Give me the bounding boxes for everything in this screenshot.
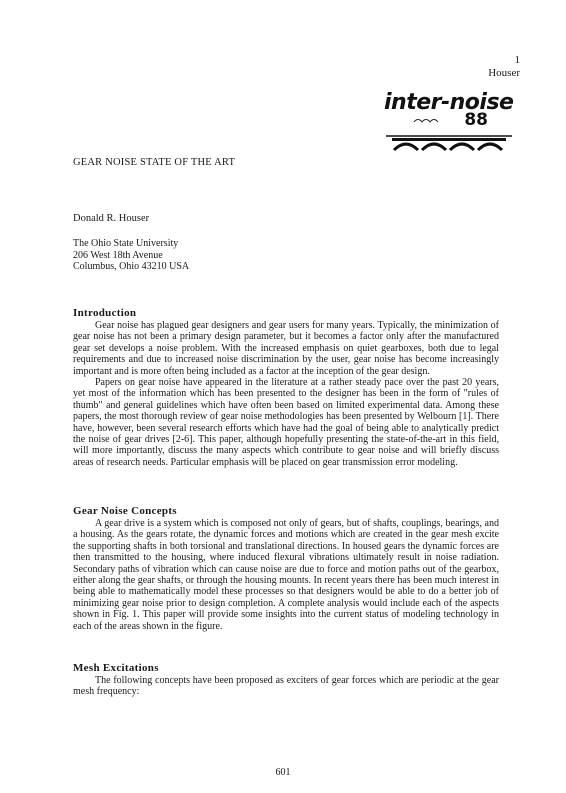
mesh-body [73,675,499,698]
paragraph: Papers on gear noise have appeared in the literature at a rather steady pace over the past 20 years, yet most of the information which has been presented to the designer has been in the form of "rules of thumb" and general guidelines which have often been based on limited experimental data. Among these papers, the most thorough review of gear noise methodologies has been presented by Welbourn [1]. There have, however, been several research efforts which have had the goal of being able to analytically predict the noise of gear drives [2-6]. This paper, although hopefully presenting the state-of-the-art in this field, will more importantly, discuss the many aspects which contribute to gear noise and will briefly discuss areas of research needs. Particular emphasis will be placed on gear transmission error modeling. [73,377,499,468]
logo-text: inter-noise [384,90,514,115]
section-heading-mesh-excitations: Mesh Excitations [73,662,159,674]
paragraph: Gear noise has plagued gear designers and gear users for many years. Typically, the minimization of gear noise has not been a primary design parameter, but it becomes a factor only after the manufactured gear set develops a noise problem. With the increased emphasis on quiet gearboxes, both due to legal requirements and due to increased noise discrimination by the user, gear noise has become increasingly important and is more often being included as a factor at the inception of the gear design. [73,320,499,377]
header-author: Houser [488,67,520,79]
affiliation-line: The Ohio State University [73,238,179,249]
author-affiliation [73,238,189,273]
affiliation-line: 206 West 18th Avenue [73,249,163,261]
footer-page-number: 601 [275,767,291,778]
affiliation-line: Columbus, Ohio 43210 USA [73,261,190,272]
section-heading-gear-noise-concepts: Gear Noise Concepts [73,505,177,517]
header-page-number: 1 [514,54,520,66]
conference-logo [384,90,514,150]
logo-year: 88 [464,110,488,130]
concepts-body [73,518,499,632]
bridge-icon [384,112,514,152]
paragraph: The following concepts have been proposed as exciters of gear forces which are periodic at the gear mesh frequency: [73,675,499,698]
paragraph: A gear drive is a system which is composed not only of gears, but of shafts, couplings, bearings, and a housing. As the gears rotate, the dynamic forces and motions which are created in the gear mesh excite the supporting shafts in both torsional and translational directions. In housed gears the dynamic forces are then transmitted to the housing, where induced flexural vibrations ultimately result in noise radiation. Secondary paths of vibration which can cause noise are due to force and motion paths out of the gearbox, either along the gear shafts, or through the housing mounts. In recent years there has been much interest in being able to mathematically model these processes so that designers would be able to do a better job of minimizing gear noise prior to design completion. A complete analysis would include each of the aspects shown in Fig. 1. This paper will provide some insights into the current status of modeling technology in each of the areas shown in the figure. [73,518,499,632]
introduction-body [73,320,499,468]
paper-title: GEAR NOISE STATE OF THE ART [73,157,236,168]
running-header [488,54,520,80]
paper-author: Donald R. Houser [73,213,150,224]
section-heading-introduction: Introduction [73,307,137,319]
